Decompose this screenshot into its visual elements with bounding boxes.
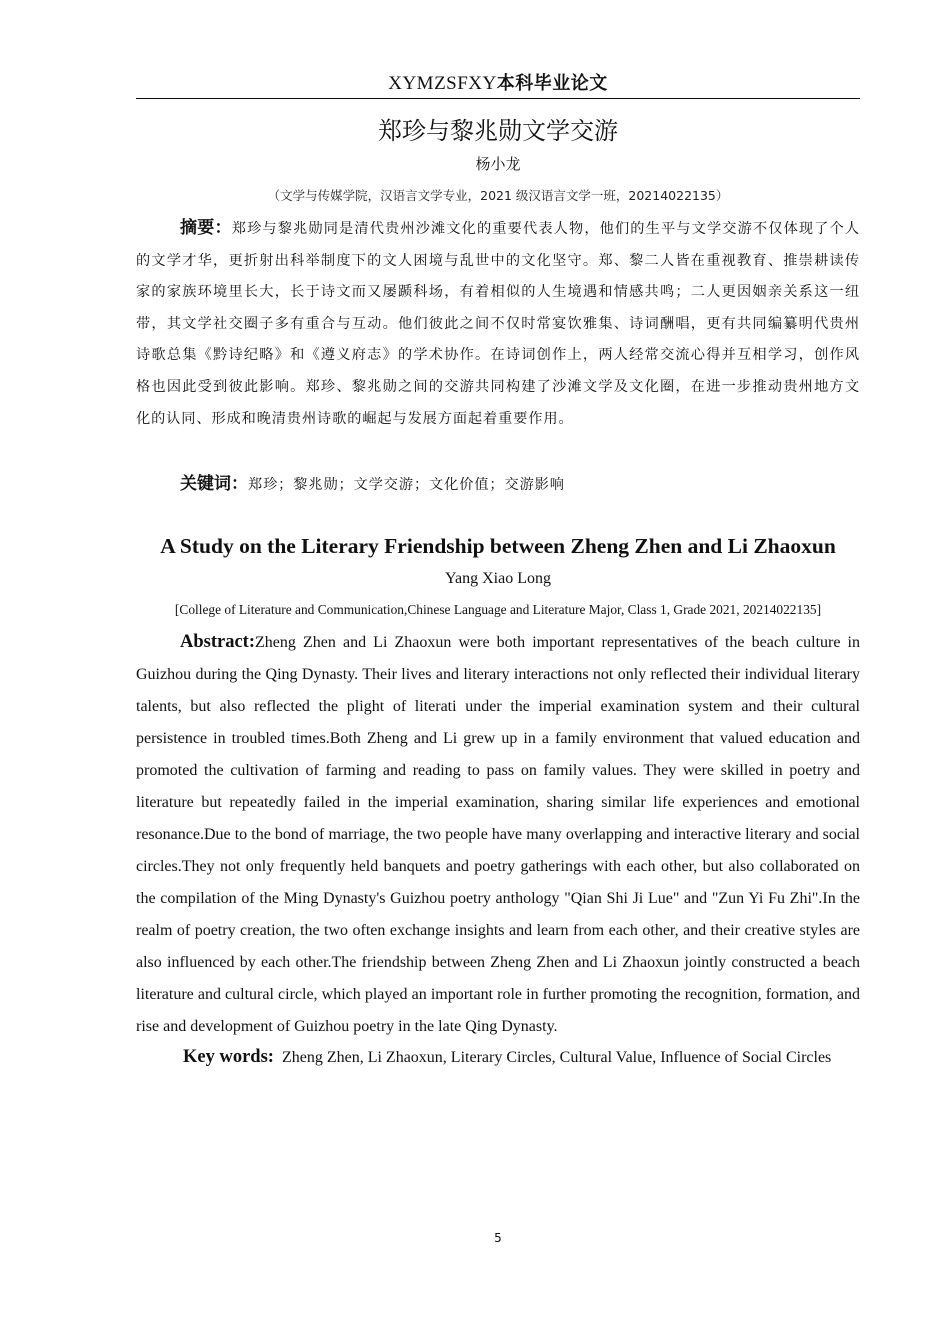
header-rule <box>136 98 860 99</box>
chinese-abstract <box>136 213 860 435</box>
chinese-affiliation: （文学与传媒学院，汉语言文学专业，2021 级汉语言文学一班，20214022135） <box>267 188 729 203</box>
chinese-keywords-label: 关键词： <box>180 474 248 494</box>
english-title: A Study on the Literary Friendship between Zheng Zhen and Li Zhaoxun <box>160 534 836 558</box>
english-abstract <box>136 626 860 1043</box>
running-header <box>136 70 860 98</box>
english-keywords-label: Key words: <box>183 1047 274 1067</box>
english-author: Yang Xiao Long <box>445 570 551 587</box>
english-abstract-text: Zheng Zhen and Li Zhaoxun were both important representatives of the beach culture in Guizhou during the Qing Dynasty. Their lives and literary interactions not only reflected their individual literary talents, but also reflected the plight of literati under the imperial examination system and their cultural persistence in troubled times.Both Zheng and Li grew up in a family environment that valued education and promoted the cultivation of farming and reading to pass on family values. They were skilled in poetry and literature but repeatedly failed in the imperial examination, sharing similar life experiences and emotional resonance.Due to the bond of marriage, the two people have many overlapping and interactive literary and social circles.They not only frequently held banquets and poetry gatherings with each other, but also collaborated on the compilation of the Ming Dynasty's Guizhou poetry anthology "Qian Shi Ji Lue" and "Zun Yi Fu Zhi".In the realm of poetry creation, the two often exchange insights and learn from each other, and their creative styles are also influenced by each other.The friendship between Zheng Zhen and Li Zhaoxun jointly constructed a beach literature and cultural circle, which played an important role in further promoting the recognition, formation, and rise and development of Guizhou poetry in the late Qing Dynasty. <box>136 634 860 1035</box>
page-number: 5 <box>494 1231 502 1245</box>
header-thesis-type: 本科毕业论文 <box>496 73 608 94</box>
chinese-keywords <box>136 469 860 500</box>
english-keywords <box>136 1041 860 1074</box>
chinese-keywords-text: 郑珍；黎兆勋；文学交游；文化价值；交游影响 <box>248 477 565 493</box>
header-code: XYMZSFXY <box>388 73 497 94</box>
english-keywords-text: Zheng Zhen, Li Zhaoxun, Literary Circles, Cultural Value, Influence of Social Circles <box>281 1049 832 1066</box>
chinese-author: 杨小龙 <box>475 155 521 173</box>
english-affiliation: [College of Literature and Communication,Chinese Language and Literature Major, Class 1, Grade 2021, 20214022135] <box>174 602 822 617</box>
chinese-abstract-text: 郑珍与黎兆勋同是清代贵州沙滩文化的重要代表人物，他们的生平与文学交游不仅体现了个人的文学才华，更折射出科举制度下的文人困境与乱世中的文化坚守。郑、黎二人皆在重视教育、推崇耕读传家的家族环境里长大，长于诗文而又屡踬科场，有着相似的人生境遇和情感共鸣；二人更因姻亲关系这一纽带，其文学社交圈子多有重合与互动。他们彼此之间不仅时常宴饮雅集、诗词酬唱，更有共同编纂明代贵州诗歌总集《黔诗纪略》和《遵义府志》的学术协作。在诗词创作上，两人经常交流心得并互相学习，创作风格也因此受到彼此影响。郑珍、黎兆勋之间的交游共同构建了沙滩文学及文化圈，在进一步推动贵州地方文化的认同、形成和晚清贵州诗歌的崛起与发展方面起着重要作用。 <box>136 221 861 427</box>
chinese-abstract-label: 摘要： <box>180 218 232 238</box>
chinese-title: 郑珍与黎兆勋文学交游 <box>378 117 618 145</box>
english-abstract-label: Abstract: <box>180 632 256 652</box>
